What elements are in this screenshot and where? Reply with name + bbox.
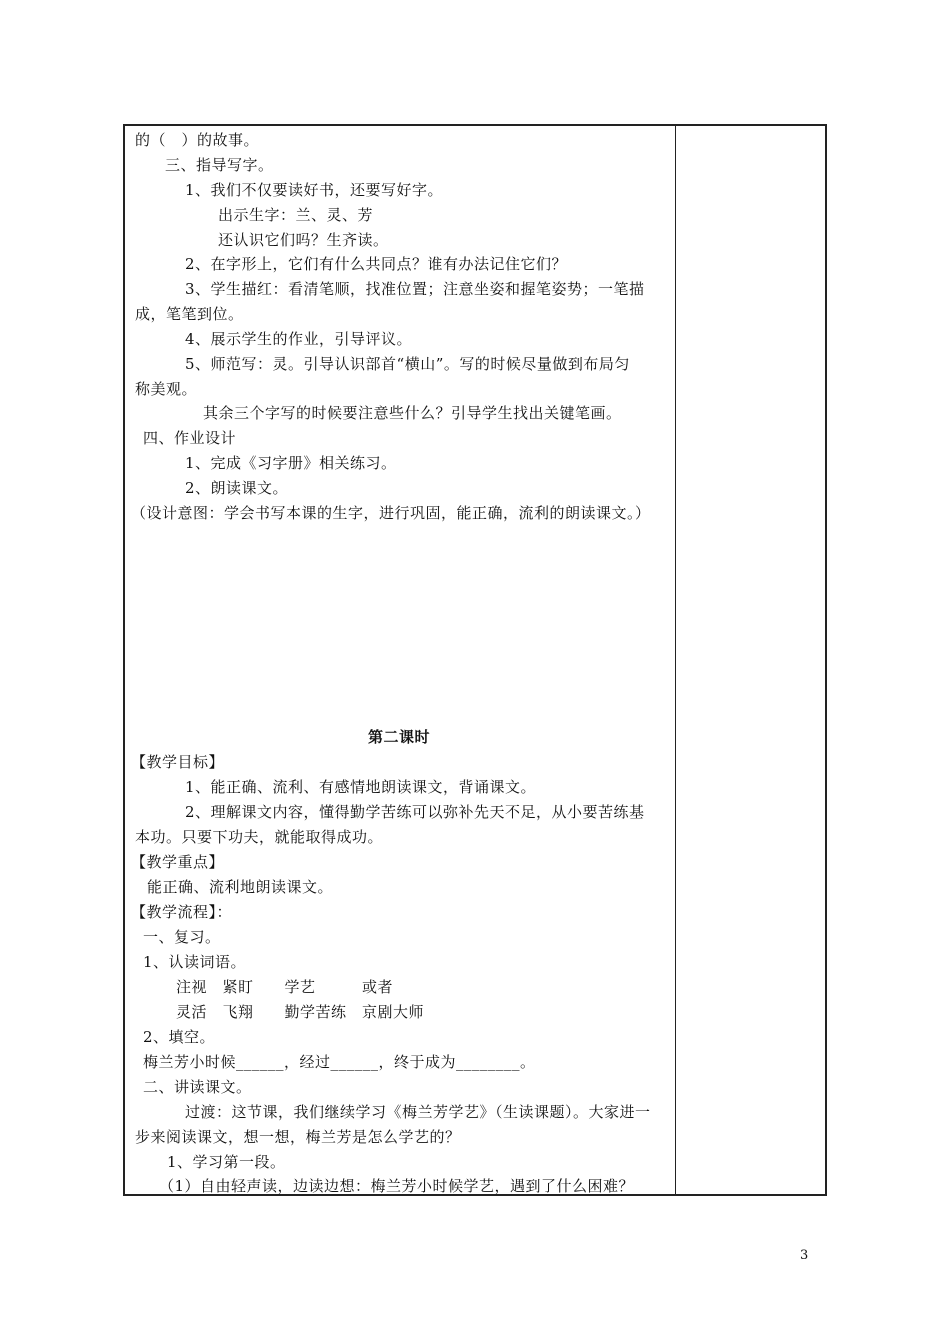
column-divider — [675, 126, 676, 1194]
text-line: 2、理解课文内容，懂得勤学苦练可以弥补先天不足，从小要苦练基 — [185, 803, 645, 821]
text-line: 2、填空。 — [143, 1028, 216, 1046]
design-intent-note: （设计意图：学会书写本课的生字，进行巩固，能正确，流利的朗读课文。） — [131, 504, 651, 522]
text-line: 1、认读词语。 — [143, 953, 247, 971]
text-line: 成，笔笔到位。 — [135, 305, 244, 323]
text-line: 1、能正确、流利、有感情地朗读课文，背诵课文。 — [185, 778, 537, 796]
text-line: 1、学习第一段。 — [167, 1153, 286, 1171]
text-line: 2、朗读课文。 — [185, 479, 289, 497]
text-line: 2、在字形上，它们有什么共同点？谁有办法记住它们？ — [185, 255, 568, 273]
text-line: 能正确、流利地朗读课文。 — [147, 878, 334, 896]
text-line: 的（ ）的故事。 — [135, 131, 260, 149]
text-line: 1、完成《习字册》相关练习。 — [185, 454, 397, 472]
text-line: （1）自由轻声读，边读边想：梅兰芳小时候学艺，遇到了什么困难？ — [159, 1177, 635, 1195]
section-heading: 二、讲读课文。 — [143, 1078, 252, 1096]
text-line: 5、师范写：灵。引导认识部首“横山”。写的时候尽量做到布局匀 — [185, 355, 630, 373]
word-list: 注视 紧盯 学艺 或者 — [176, 978, 394, 996]
section-heading: 【教学目标】 — [131, 753, 225, 771]
lesson-plan-table — [123, 124, 827, 1196]
fill-blank-line: 梅兰芳小时候______，经过______，终于成为________。 — [143, 1053, 536, 1071]
text-line: 其余三个字写的时候要注意些什么？引导学生找出关键笔画。 — [203, 404, 622, 422]
section-heading: 【教学重点】 — [131, 853, 225, 871]
text-line: 步来阅读课文，想一想，梅兰芳是怎么学艺的？ — [135, 1128, 461, 1146]
lesson-content-cell — [125, 126, 675, 1194]
section-heading: 四、作业设计 — [143, 429, 237, 447]
text-line: 本功。只要下功夫，就能取得成功。 — [135, 828, 384, 846]
text-line: 过渡：这节课，我们继续学习《梅兰芳学艺》（生读课题）。大家进一 — [185, 1103, 651, 1121]
text-line: 3、学生描红：看清笔顺，找准位置；注意坐姿和握笔姿势；一笔描 — [185, 280, 645, 298]
section-heading: 【教学流程】： — [131, 903, 233, 921]
text-line: 还认识它们吗？生齐读。 — [218, 231, 389, 249]
page-number: 3 — [800, 1248, 809, 1263]
text-line: 1、我们不仅要读好书，还要写好字。 — [185, 181, 444, 199]
section-heading: 一、复习。 — [143, 928, 221, 946]
text-line: 4、展示学生的作业，引导评议。 — [185, 330, 413, 348]
section-heading: 三、指导写字。 — [165, 156, 274, 174]
text-line: 称美观。 — [135, 380, 198, 398]
lesson-title: 第二课时 — [368, 728, 431, 746]
word-list: 灵活 飞翔 勤学苦练 京剧大师 — [176, 1003, 425, 1021]
text-line: 出示生字：兰、灵、芳 — [218, 206, 374, 224]
